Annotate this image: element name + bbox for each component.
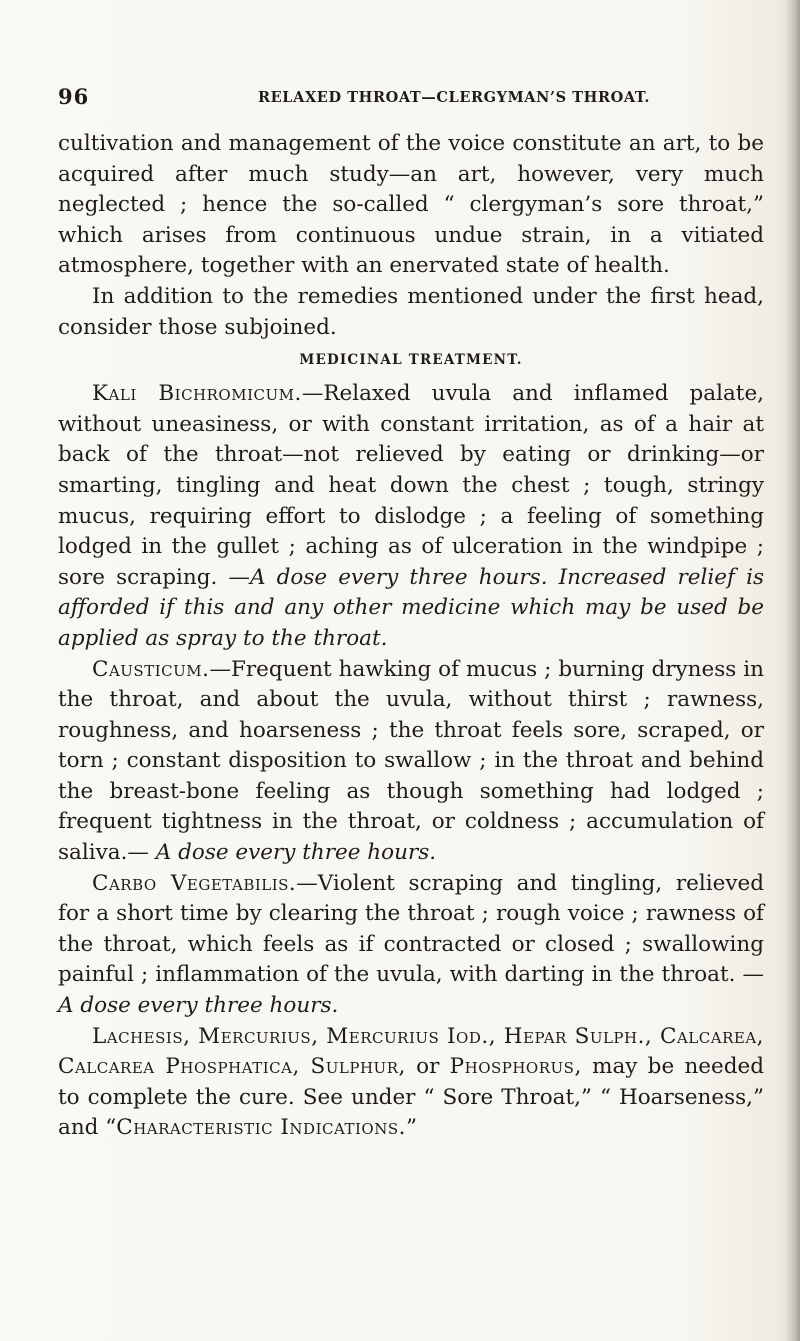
remedy-direction: —A dose every three hours. Increased relief is afforded if this and any other medicine which may be used be applied as spray to the throat.: [58, 564, 764, 651]
remedy-symptoms: —Violent scraping and tingling, relieved for a short time by clearing the throat ; rough voice ; rawness of the throat, which feels as if contracted or closed ; swallowing painful ; inflammation of the uvula, with darting in the throat.: [58, 870, 764, 988]
remedy-symptoms: —Frequent hawking of mucus ; burning dryness in the throat, and about the uvula, without thirst ; rawness, roughness, and hoarseness ; the throat feels sore, scraped, or torn ; constant disposition to swallow ; in the throat and behind the breast-bone feeling as though something had lodged ; frequent tightness in the throat, or coldness ; accumulation of saliva.—: [58, 656, 764, 866]
closing-paragraph: [58, 1022, 764, 1144]
remedy-name: Kali Bichromicum.: [92, 381, 302, 407]
intro-paragraph-2: In addition to the remedies mentioned under the first head, consider those subjoined.: [58, 283, 764, 340]
remedy-name: Carbo Vegetabilis.: [92, 870, 297, 896]
cross-reference: Characteristic Indications.: [116, 1115, 406, 1141]
closing-text: may be needed to complete the cure. See under “ Sore Throat,” “ Hoarseness,” and “: [58, 1054, 764, 1141]
intro-paragraph: cultivation and management of the voice constitute an art, to be acquired after much study—an art, however, very much neglected ; hence the so-called “ clergyman’s sore throat,” which arises from continuous undue strain, in a vitiated atmosphere, together with an enervated state of health.: [58, 131, 764, 279]
remedy-direction: A dose every three hours.: [155, 840, 437, 866]
remedy-direction: —A dose every three hours.: [58, 962, 764, 1019]
remedy-symptoms: —Relaxed uvula and inflamed palate, without uneasiness, or with constant irritation, as of a hair at back of the throat—not relieved by eating or drinking—or smarting, tingling and heat down the chest ; tough, stringy mucus, requiring effort to dislodge ; a feeling of something lodged in the gullet ; aching as of ulceration in the windpipe ; sore scraping.: [58, 381, 764, 590]
connector-or: or: [416, 1054, 440, 1080]
closing-quote: ”: [405, 1115, 417, 1141]
remedy-kali-bichromicum: [58, 379, 764, 654]
page-header: [58, 84, 758, 110]
page-number: 96: [58, 84, 90, 109]
remedy-last: Phosphorus,: [449, 1054, 582, 1080]
remedy-carbo-vegetabilis: [58, 869, 764, 1022]
section-title: MEDICINAL TREATMENT.: [299, 352, 523, 369]
body-text: [58, 129, 764, 1144]
running-head: RELAXED THROAT—CLERGYMAN’S THROAT.: [258, 89, 651, 106]
page-edge-shadow: [786, 0, 800, 1341]
remedy-causticum: [58, 655, 764, 869]
remedy-list: Lachesis, Mercurius, Mercurius Iod., Hepar Sulph., Calcarea, Calcarea Phosphatica, Sulphur,: [58, 1023, 764, 1080]
remedy-name: Causticum.: [92, 656, 210, 682]
